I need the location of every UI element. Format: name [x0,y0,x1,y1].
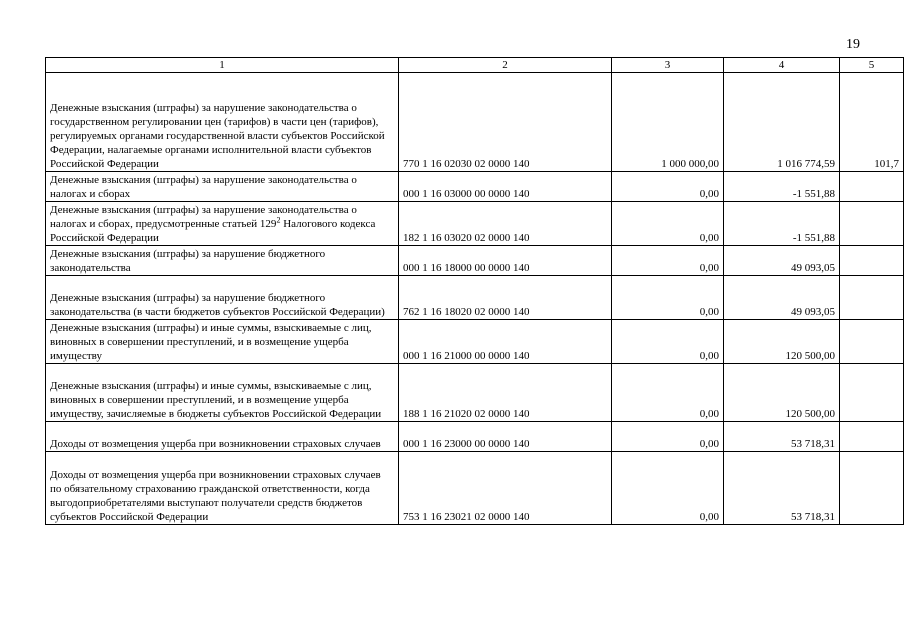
row-actual: 120 500,00 [724,364,840,422]
column-number-row [46,58,904,73]
revenue-table [45,57,904,525]
row-code: 000 1 16 23000 00 0000 140 [399,422,612,452]
column-header-2: 2 [399,58,612,73]
table-row [46,452,904,525]
row-name: Доходы от возмещения ущерба при возникновении страховых случаев по обязательному страхованию гражданской ответственности, когда выгодоприобретателями выступают получатели средств бюджетов субъектов Российской Федерации [46,452,399,525]
row-name: Денежные взыскания (штрафы) за нарушение законодательства о налогах и сборах [46,172,399,202]
table-row [46,202,904,246]
row-actual: -1 551,88 [724,172,840,202]
row-plan: 1 000 000,00 [612,73,724,172]
row-percent [840,364,904,422]
row-name: Денежные взыскания (штрафы) и иные суммы, взыскиваемые с лиц, виновных в совершении преступлений, и в возмещение ущерба имуществу [46,320,399,364]
column-header-4: 4 [724,58,840,73]
table-row [46,246,904,276]
column-header-3: 3 [612,58,724,73]
row-plan: 0,00 [612,246,724,276]
row-percent [840,320,904,364]
row-plan: 0,00 [612,422,724,452]
row-code: 753 1 16 23021 02 0000 140 [399,452,612,525]
row-percent [840,452,904,525]
row-code: 182 1 16 03020 02 0000 140 [399,202,612,246]
row-actual: -1 551,88 [724,202,840,246]
table-row [46,276,904,320]
row-percent: 101,7 [840,73,904,172]
row-name: Денежные взыскания (штрафы) за нарушение бюджетного законодательства [46,246,399,276]
row-code: 000 1 16 21000 00 0000 140 [399,320,612,364]
row-actual: 53 718,31 [724,422,840,452]
row-name: Денежные взыскания (штрафы) за нарушение законодательства о государственном регулировании цен (тарифов) в части цен (тарифов), регулируемых органами государственной власти субъектов Российской Федерации, налагаемые органами исполнительной власти субъектов Российской Федерации [46,73,399,172]
table-row [46,73,904,172]
row-percent [840,172,904,202]
table-row [46,172,904,202]
row-plan: 0,00 [612,172,724,202]
row-percent [840,422,904,452]
table-row [46,320,904,364]
row-code: 000 1 16 18000 00 0000 140 [399,246,612,276]
row-name-text-end: Налогового кодекса Российской Федерации [50,218,376,244]
row-plan: 0,00 [612,364,724,422]
row-plan: 0,00 [612,320,724,364]
row-actual: 49 093,05 [724,276,840,320]
row-code: 000 1 16 03000 00 0000 140 [399,172,612,202]
row-actual: 49 093,05 [724,246,840,276]
row-name-text: Денежные взыскания (штрафы) за нарушение законодательства о налогах и сборах, предусмотренные статьей 129 [50,204,357,230]
row-name: Денежные взыскания (штрафы) и иные суммы, взыскиваемые с лиц, виновных в совершении преступлений, и в возмещение ущерба имуществу, зачисляемые в бюджеты субъектов Российской Федерации [46,364,399,422]
column-header-5: 5 [840,58,904,73]
row-plan: 0,00 [612,452,724,525]
row-actual: 53 718,31 [724,452,840,525]
row-actual: 120 500,00 [724,320,840,364]
table-row [46,422,904,452]
column-header-1: 1 [46,58,399,73]
row-name: Денежные взыскания (штрафы) за нарушение бюджетного законодательства (в части бюджетов субъектов Российской Федерации) [46,276,399,320]
row-code: 770 1 16 02030 02 0000 140 [399,73,612,172]
row-name: Доходы от возмещения ущерба при возникновении страховых случаев [46,422,399,452]
row-actual: 1 016 774,59 [724,73,840,172]
row-code: 762 1 16 18020 02 0000 140 [399,276,612,320]
row-code: 188 1 16 21020 02 0000 140 [399,364,612,422]
row-plan: 0,00 [612,276,724,320]
row-percent [840,202,904,246]
table-row [46,364,904,422]
row-percent [840,246,904,276]
row-percent [840,276,904,320]
row-plan: 0,00 [612,202,724,246]
row-name [46,202,399,246]
row-name-superscript: 2 [276,215,281,225]
page-number: 19 [846,37,860,52]
